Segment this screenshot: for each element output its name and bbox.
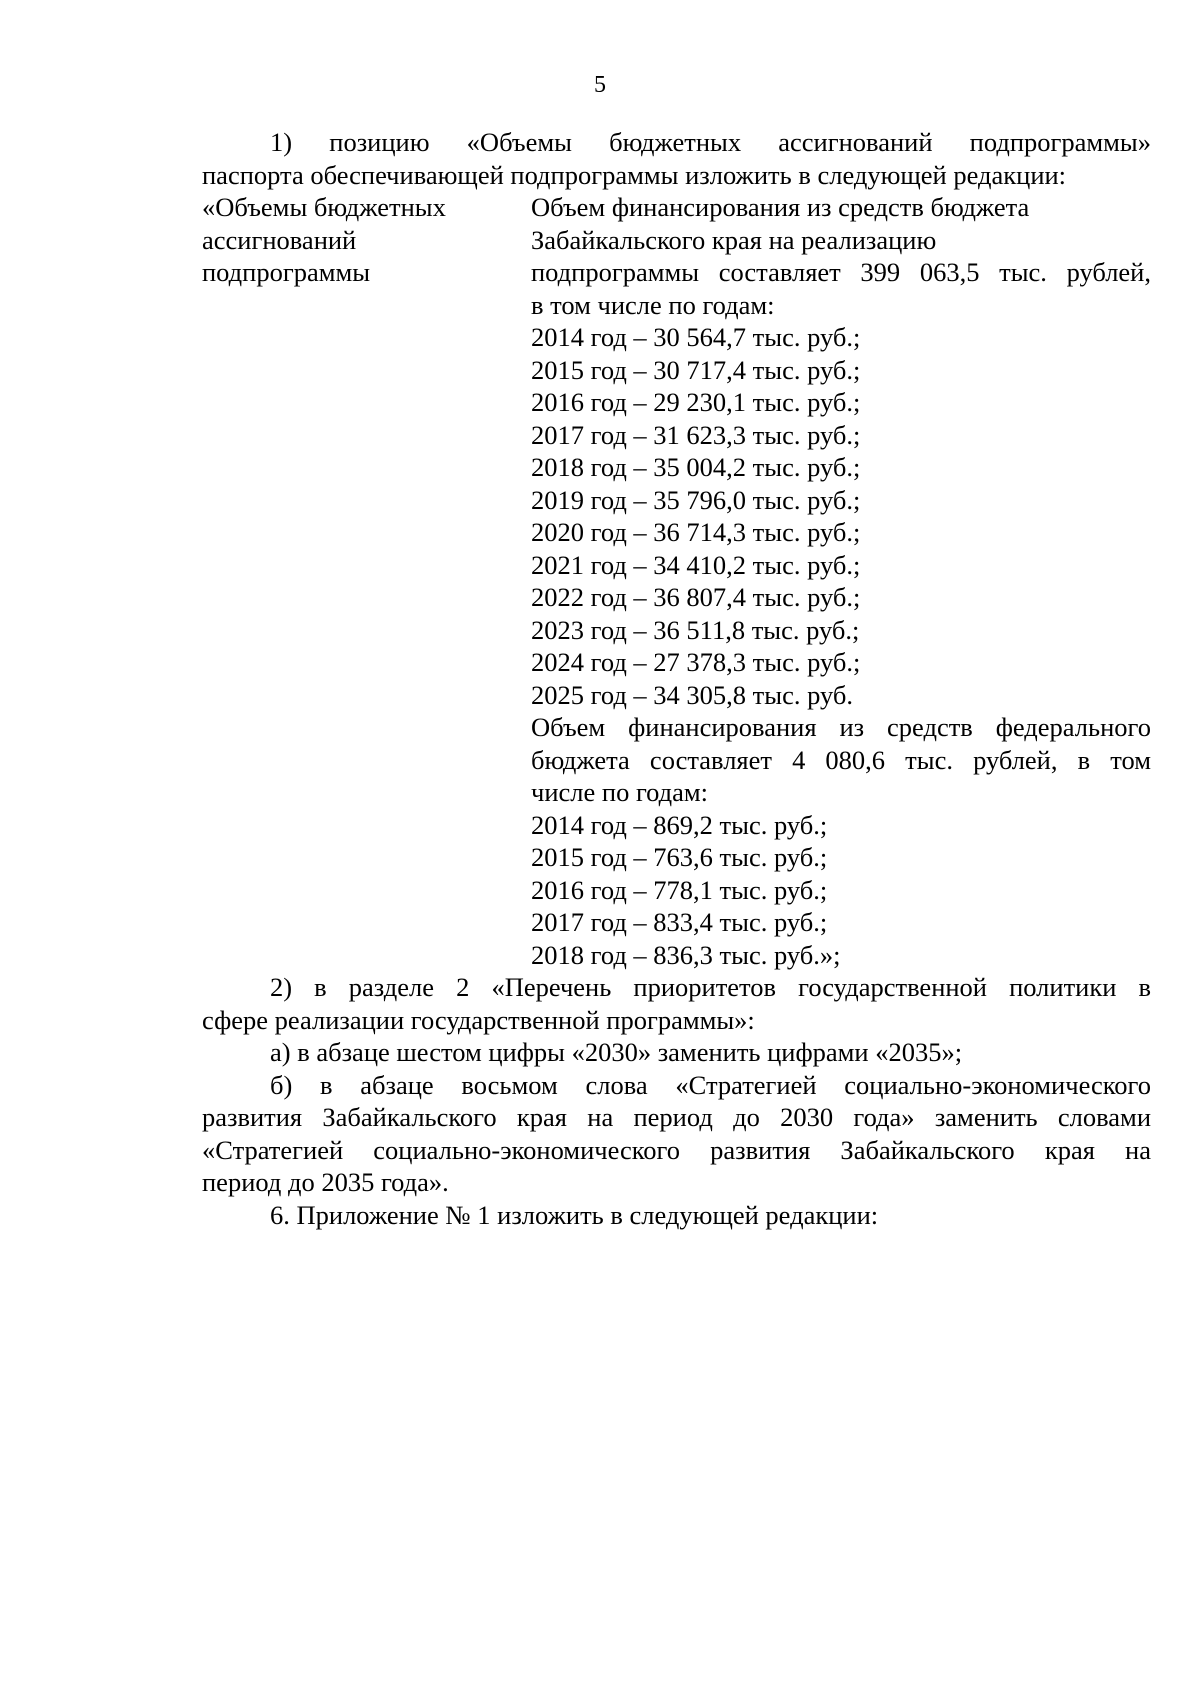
table-right-cell: 2014 год – 30 564,7 тыс. руб.; [531, 322, 861, 352]
table-left-cell: «Объемы бюджетных [202, 192, 446, 222]
table-row [202, 776, 1151, 809]
table-row [202, 516, 1151, 549]
table-right-cell: 2015 год – 30 717,4 тыс. руб.; [531, 354, 861, 385]
item1-line-1: 1) позицию «Объемы бюджетных ассигнований подпрограммы» [270, 127, 1151, 157]
table-row [202, 581, 1151, 614]
table-row [202, 224, 1151, 257]
table-row [202, 939, 1151, 972]
page-number: 5 [594, 72, 606, 98]
table-row [202, 321, 1151, 354]
table-left-cell: подпрограммы [202, 257, 371, 287]
item2-line-2: сфере реализации государственной программы»: [202, 1004, 755, 1035]
table-right-cell: 2017 год – 833,4 тыс. руб.; [531, 907, 828, 937]
table-right-cell: 2021 год – 34 410,2 тыс. руб.; [531, 549, 861, 580]
table-right-cell: Объем финансирования из средств федерального [531, 712, 1151, 742]
item-b-line-2: развития Забайкальского края на период до 2030 года» заменить словами [202, 1102, 1151, 1132]
table-right-cell: 2016 год – 29 230,1 тыс. руб.; [531, 387, 861, 417]
table-row [202, 191, 1151, 224]
table-row [202, 711, 1151, 744]
table-row [202, 646, 1151, 679]
table-right-cell: в том числе по годам: [531, 289, 775, 320]
table-right-cell: 2022 год – 36 807,4 тыс. руб.; [531, 582, 861, 612]
table-right-cell: 2025 год – 34 305,8 тыс. руб. [531, 679, 853, 710]
table-row [202, 906, 1151, 939]
table-right-cell: 2023 год – 36 511,8 тыс. руб.; [531, 614, 860, 645]
table-row [202, 484, 1151, 517]
table-right-cell: 2015 год – 763,6 тыс. руб.; [531, 842, 828, 872]
table-right-cell: 2014 год – 869,2 тыс. руб.; [531, 809, 828, 840]
table-right-cell: 2018 год – 836,3 тыс. руб.»; [531, 939, 841, 970]
item-b-line-1: б) в абзаце восьмом слова «Стратегией социально-экономического [270, 1069, 1151, 1100]
table-right-cell: 2018 год – 35 004,2 тыс. руб.; [531, 452, 861, 482]
table-right-cell: 2016 год – 778,1 тыс. руб.; [531, 874, 828, 905]
table-right-cell: 2024 год – 27 378,3 тыс. руб.; [531, 647, 861, 677]
passport-table [202, 191, 1151, 971]
table-row [202, 679, 1151, 712]
table-row [202, 809, 1151, 842]
table-right-cell: числе по годам: [531, 777, 709, 807]
table-right-cell: 2020 год – 36 714,3 тыс. руб.; [531, 517, 861, 547]
table-right-cell: бюджета составляет 4 080,6 тыс. рублей, в том [531, 744, 1151, 775]
table-row [202, 744, 1151, 777]
table-right-cell: Объем финансирования из средств бюджета [531, 192, 1030, 222]
table-row [202, 614, 1151, 647]
table-row [202, 419, 1151, 452]
table-row [202, 841, 1151, 874]
table-right-cell: Забайкальского края на реализацию [531, 224, 937, 255]
item1-line-2: паспорта обеспечивающей подпрограммы изложить в следующей редакции: [202, 159, 1067, 190]
table-left-cell: ассигнований [202, 224, 357, 255]
table-right-cell: 2019 год – 35 796,0 тыс. руб.; [531, 484, 861, 515]
item2-line-1: 2) в разделе 2 «Перечень приоритетов государственной политики в [270, 972, 1151, 1002]
table-right-cell: 2017 год – 31 623,3 тыс. руб.; [531, 419, 861, 450]
table-right-cell: подпрограммы составляет 399 063,5 тыс. рублей, [531, 257, 1151, 287]
item-b-line-3: «Стратегией социально-экономического развития Забайкальского края на [202, 1134, 1151, 1165]
table-row [202, 386, 1151, 419]
item-b-line-4: период до 2035 года». [202, 1167, 449, 1197]
table-row [202, 549, 1151, 582]
table-row [202, 874, 1151, 907]
item6-paragraph: 6. Приложение № 1 изложить в следующей редакции: [270, 1199, 879, 1230]
table-row [202, 451, 1151, 484]
document-body [202, 126, 1151, 1231]
table-row [202, 354, 1151, 387]
table-row [202, 289, 1151, 322]
item-a-paragraph: а) в абзаце шестом цифры «2030» заменить цифрами «2035»; [270, 1037, 963, 1067]
table-row [202, 256, 1151, 289]
